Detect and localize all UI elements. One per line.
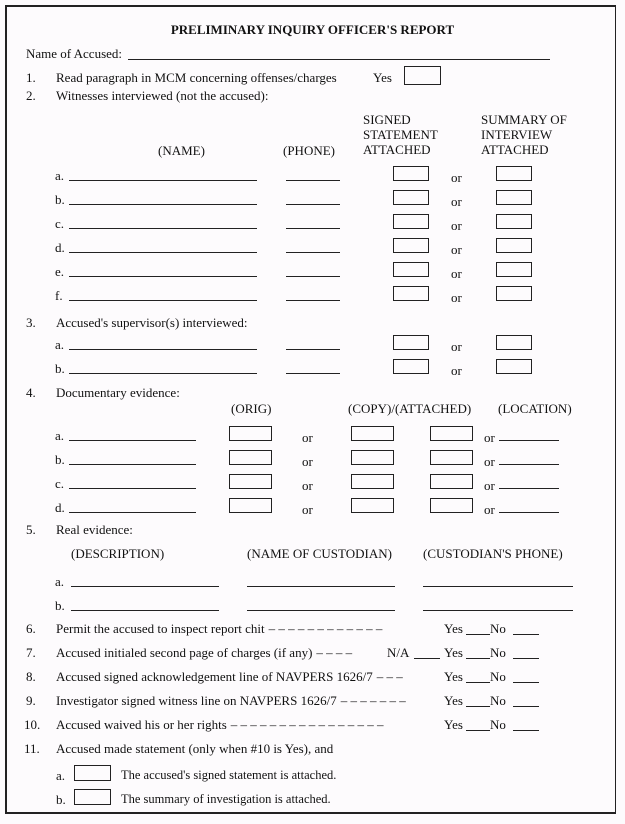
- summary-header-1: SUMMARY OF: [481, 112, 567, 127]
- or-label: or: [302, 430, 313, 445]
- row-letter: d.: [55, 500, 65, 515]
- original-checkbox[interactable]: [229, 426, 272, 441]
- leader-dashes: – – – – – – –: [340, 693, 406, 708]
- yes-field[interactable]: [466, 658, 490, 659]
- row-letter: f.: [55, 288, 63, 303]
- summary-header-3: ATTACHED: [481, 142, 549, 157]
- location-header: (LOCATION): [498, 401, 572, 416]
- signed-statement-checkbox[interactable]: [393, 238, 429, 253]
- leader-dashes: – – – –: [316, 645, 353, 660]
- yes-field[interactable]: [466, 682, 490, 683]
- row-letter: d.: [55, 240, 65, 255]
- item-label: Accused waived his or her rights: [56, 717, 227, 732]
- item1-yes-label: Yes: [373, 70, 392, 85]
- custodian-header: (NAME OF CUSTODIAN): [247, 546, 392, 561]
- form-title: PRELIMINARY INQUIRY OFFICER'S REPORT: [170, 22, 455, 37]
- supervisor-name-field[interactable]: [69, 373, 257, 374]
- witness-phone-field[interactable]: [286, 180, 340, 181]
- item11-number: 11.: [24, 741, 40, 756]
- supervisor-phone-field[interactable]: [286, 373, 340, 374]
- item-number: 6.: [26, 621, 36, 636]
- signed-statement-checkbox[interactable]: [393, 190, 429, 205]
- attached-checkbox[interactable]: [430, 426, 473, 441]
- item-text: [56, 717, 384, 732]
- na-field[interactable]: [414, 658, 440, 659]
- document-description-field[interactable]: [69, 512, 196, 513]
- item5-number: 5.: [26, 522, 36, 537]
- witness-phone-field[interactable]: [286, 204, 340, 205]
- row-letter: c.: [55, 216, 65, 231]
- signed-statement-checkbox[interactable]: [393, 286, 429, 301]
- copy-checkbox[interactable]: [351, 498, 394, 513]
- or-label: or: [451, 218, 462, 233]
- or-label: or: [451, 194, 462, 209]
- leader-dashes: – – – – – – – – – – – – – – – –: [230, 717, 384, 732]
- no-field[interactable]: [513, 658, 539, 659]
- or-label: or: [484, 454, 495, 469]
- summary-interview-checkbox[interactable]: [496, 190, 532, 205]
- row-letter: b.: [55, 361, 65, 376]
- no-label: No: [490, 693, 506, 708]
- orig-header: (ORIG): [231, 401, 272, 416]
- yes-field[interactable]: [466, 730, 490, 731]
- custodian-name-field[interactable]: [247, 610, 395, 611]
- item1-number: 1.: [26, 70, 36, 85]
- witness-name-field[interactable]: [69, 252, 257, 253]
- or-label: or: [451, 170, 462, 185]
- item-label: Investigator signed witness line on NAVPERS 1626/7: [56, 693, 337, 708]
- summary-interview-checkbox[interactable]: [496, 359, 532, 374]
- item-label: Accused initialed second page of charges (if any): [56, 645, 313, 660]
- na-label: N/A: [387, 645, 410, 660]
- summary-interview-checkbox[interactable]: [496, 262, 532, 277]
- item3-number: 3.: [26, 315, 36, 330]
- yes-field[interactable]: [466, 634, 490, 635]
- option-text: The summary of investigation is attached.: [121, 792, 331, 806]
- row-letter: a.: [55, 168, 65, 183]
- description-header: (DESCRIPTION): [71, 546, 165, 561]
- attached-checkbox[interactable]: [430, 474, 473, 489]
- leader-dashes: – – –: [376, 669, 403, 684]
- summary-interview-checkbox[interactable]: [496, 214, 532, 229]
- attached-checkbox[interactable]: [430, 498, 473, 513]
- item11-text: Accused made statement (only when #10 is Yes), and: [56, 741, 334, 756]
- name-header: (NAME): [158, 143, 205, 158]
- row-letter: a.: [55, 428, 65, 443]
- option-letter: a.: [56, 768, 66, 783]
- row-letter: e.: [55, 264, 65, 279]
- witness-phone-field[interactable]: [286, 252, 340, 253]
- item3-text: Accused's supervisor(s) interviewed:: [56, 315, 248, 330]
- item-text: [56, 693, 406, 708]
- no-field[interactable]: [513, 682, 539, 683]
- or-label: or: [451, 242, 462, 257]
- signed-header-1: SIGNED: [363, 112, 411, 127]
- document-description-field[interactable]: [69, 464, 196, 465]
- yes-label: Yes: [444, 693, 463, 708]
- summary-interview-checkbox[interactable]: [496, 238, 532, 253]
- summary-interview-checkbox[interactable]: [496, 286, 532, 301]
- supervisor-phone-field[interactable]: [286, 349, 340, 350]
- item4-text: Documentary evidence:: [56, 385, 180, 400]
- supervisor-name-field[interactable]: [69, 349, 257, 350]
- no-label: No: [490, 717, 506, 732]
- item-text: [56, 669, 403, 684]
- item-text: [56, 645, 352, 660]
- no-label: No: [490, 669, 506, 684]
- or-label: or: [484, 502, 495, 517]
- no-field[interactable]: [513, 706, 539, 707]
- item1-yes-checkbox[interactable]: [404, 66, 441, 85]
- item-number: 8.: [26, 669, 36, 684]
- leader-dashes: – – – – – – – – – – – –: [268, 621, 383, 636]
- yes-label: Yes: [444, 645, 463, 660]
- evidence-description-field[interactable]: [71, 610, 219, 611]
- or-label: or: [451, 290, 462, 305]
- or-label: or: [302, 454, 313, 469]
- row-letter: b.: [55, 192, 65, 207]
- signed-header-3: ATTACHED: [363, 142, 431, 157]
- witness-name-field[interactable]: [69, 276, 257, 277]
- or-label: or: [451, 339, 462, 354]
- original-checkbox[interactable]: [229, 450, 272, 465]
- or-label: or: [302, 478, 313, 493]
- item-label: Accused signed acknowledgement line of NAVPERS 1626/7: [56, 669, 373, 684]
- signed-header-2: STATEMENT: [363, 127, 438, 142]
- summary-interview-checkbox[interactable]: [496, 166, 532, 181]
- custodian-phone-field[interactable]: [423, 610, 573, 611]
- or-label: or: [451, 363, 462, 378]
- item2-number: 2.: [26, 88, 36, 103]
- signed-statement-checkbox[interactable]: [393, 214, 429, 229]
- witness-phone-field[interactable]: [286, 300, 340, 301]
- signed-statement-checkbox[interactable]: [393, 359, 429, 374]
- no-label: No: [490, 621, 506, 636]
- witness-name-field[interactable]: [69, 300, 257, 301]
- statement-option-checkbox[interactable]: [74, 789, 111, 805]
- no-field[interactable]: [513, 634, 539, 635]
- item2-text: Witnesses interviewed (not the accused):: [56, 88, 269, 103]
- item-text: [56, 621, 382, 636]
- witness-name-field[interactable]: [69, 204, 257, 205]
- item-number: 10.: [24, 717, 41, 732]
- item1-text: Read paragraph in MCM concerning offenses/charges: [56, 70, 337, 85]
- yes-label: Yes: [444, 621, 463, 636]
- location-field[interactable]: [499, 488, 559, 489]
- or-label: or: [484, 430, 495, 445]
- item4-number: 4.: [26, 385, 36, 400]
- witness-name-field[interactable]: [69, 228, 257, 229]
- row-letter: c.: [55, 476, 65, 491]
- item-label: Permit the accused to inspect report chit: [56, 621, 265, 636]
- evidence-description-field[interactable]: [71, 586, 219, 587]
- yes-label: Yes: [444, 717, 463, 732]
- witness-phone-field[interactable]: [286, 276, 340, 277]
- custodian-phone-header: (CUSTODIAN'S PHONE): [423, 546, 563, 561]
- original-checkbox[interactable]: [229, 498, 272, 513]
- signed-statement-checkbox[interactable]: [393, 335, 429, 350]
- row-letter: b.: [55, 452, 65, 467]
- yes-field[interactable]: [466, 706, 490, 707]
- item5-text: Real evidence:: [56, 522, 133, 537]
- row-letter: a.: [55, 337, 65, 352]
- copy-checkbox[interactable]: [351, 426, 394, 441]
- signed-statement-checkbox[interactable]: [393, 262, 429, 277]
- item-number: 9.: [26, 693, 36, 708]
- phone-header: (PHONE): [283, 143, 335, 158]
- no-label: No: [490, 645, 506, 660]
- no-field[interactable]: [513, 730, 539, 731]
- location-field[interactable]: [499, 464, 559, 465]
- location-field[interactable]: [499, 440, 559, 441]
- attached-checkbox[interactable]: [430, 450, 473, 465]
- row-letter: a.: [55, 574, 65, 589]
- or-label: or: [302, 502, 313, 517]
- original-checkbox[interactable]: [229, 474, 272, 489]
- yes-label: Yes: [444, 669, 463, 684]
- name-of-accused-label: Name of Accused:: [26, 46, 123, 61]
- location-field[interactable]: [499, 512, 559, 513]
- custodian-name-field[interactable]: [247, 586, 395, 587]
- copy-checkbox[interactable]: [351, 450, 394, 465]
- copy-checkbox[interactable]: [351, 474, 394, 489]
- option-letter: b.: [56, 792, 66, 807]
- or-label: or: [484, 478, 495, 493]
- name-of-accused-field[interactable]: [128, 59, 550, 60]
- document-description-field[interactable]: [69, 440, 196, 441]
- custodian-phone-field[interactable]: [423, 586, 573, 587]
- copy-attached-header: (COPY)/(ATTACHED): [348, 401, 472, 416]
- document-description-field[interactable]: [69, 488, 196, 489]
- row-letter: b.: [55, 598, 65, 613]
- witness-name-field[interactable]: [69, 180, 257, 181]
- witness-phone-field[interactable]: [286, 228, 340, 229]
- summary-header-2: INTERVIEW: [481, 127, 553, 142]
- signed-statement-checkbox[interactable]: [393, 166, 429, 181]
- summary-interview-checkbox[interactable]: [496, 335, 532, 350]
- option-text: The accused's signed statement is attached.: [121, 768, 337, 782]
- item-number: 7.: [26, 645, 36, 660]
- statement-option-checkbox[interactable]: [74, 765, 111, 781]
- or-label: or: [451, 266, 462, 281]
